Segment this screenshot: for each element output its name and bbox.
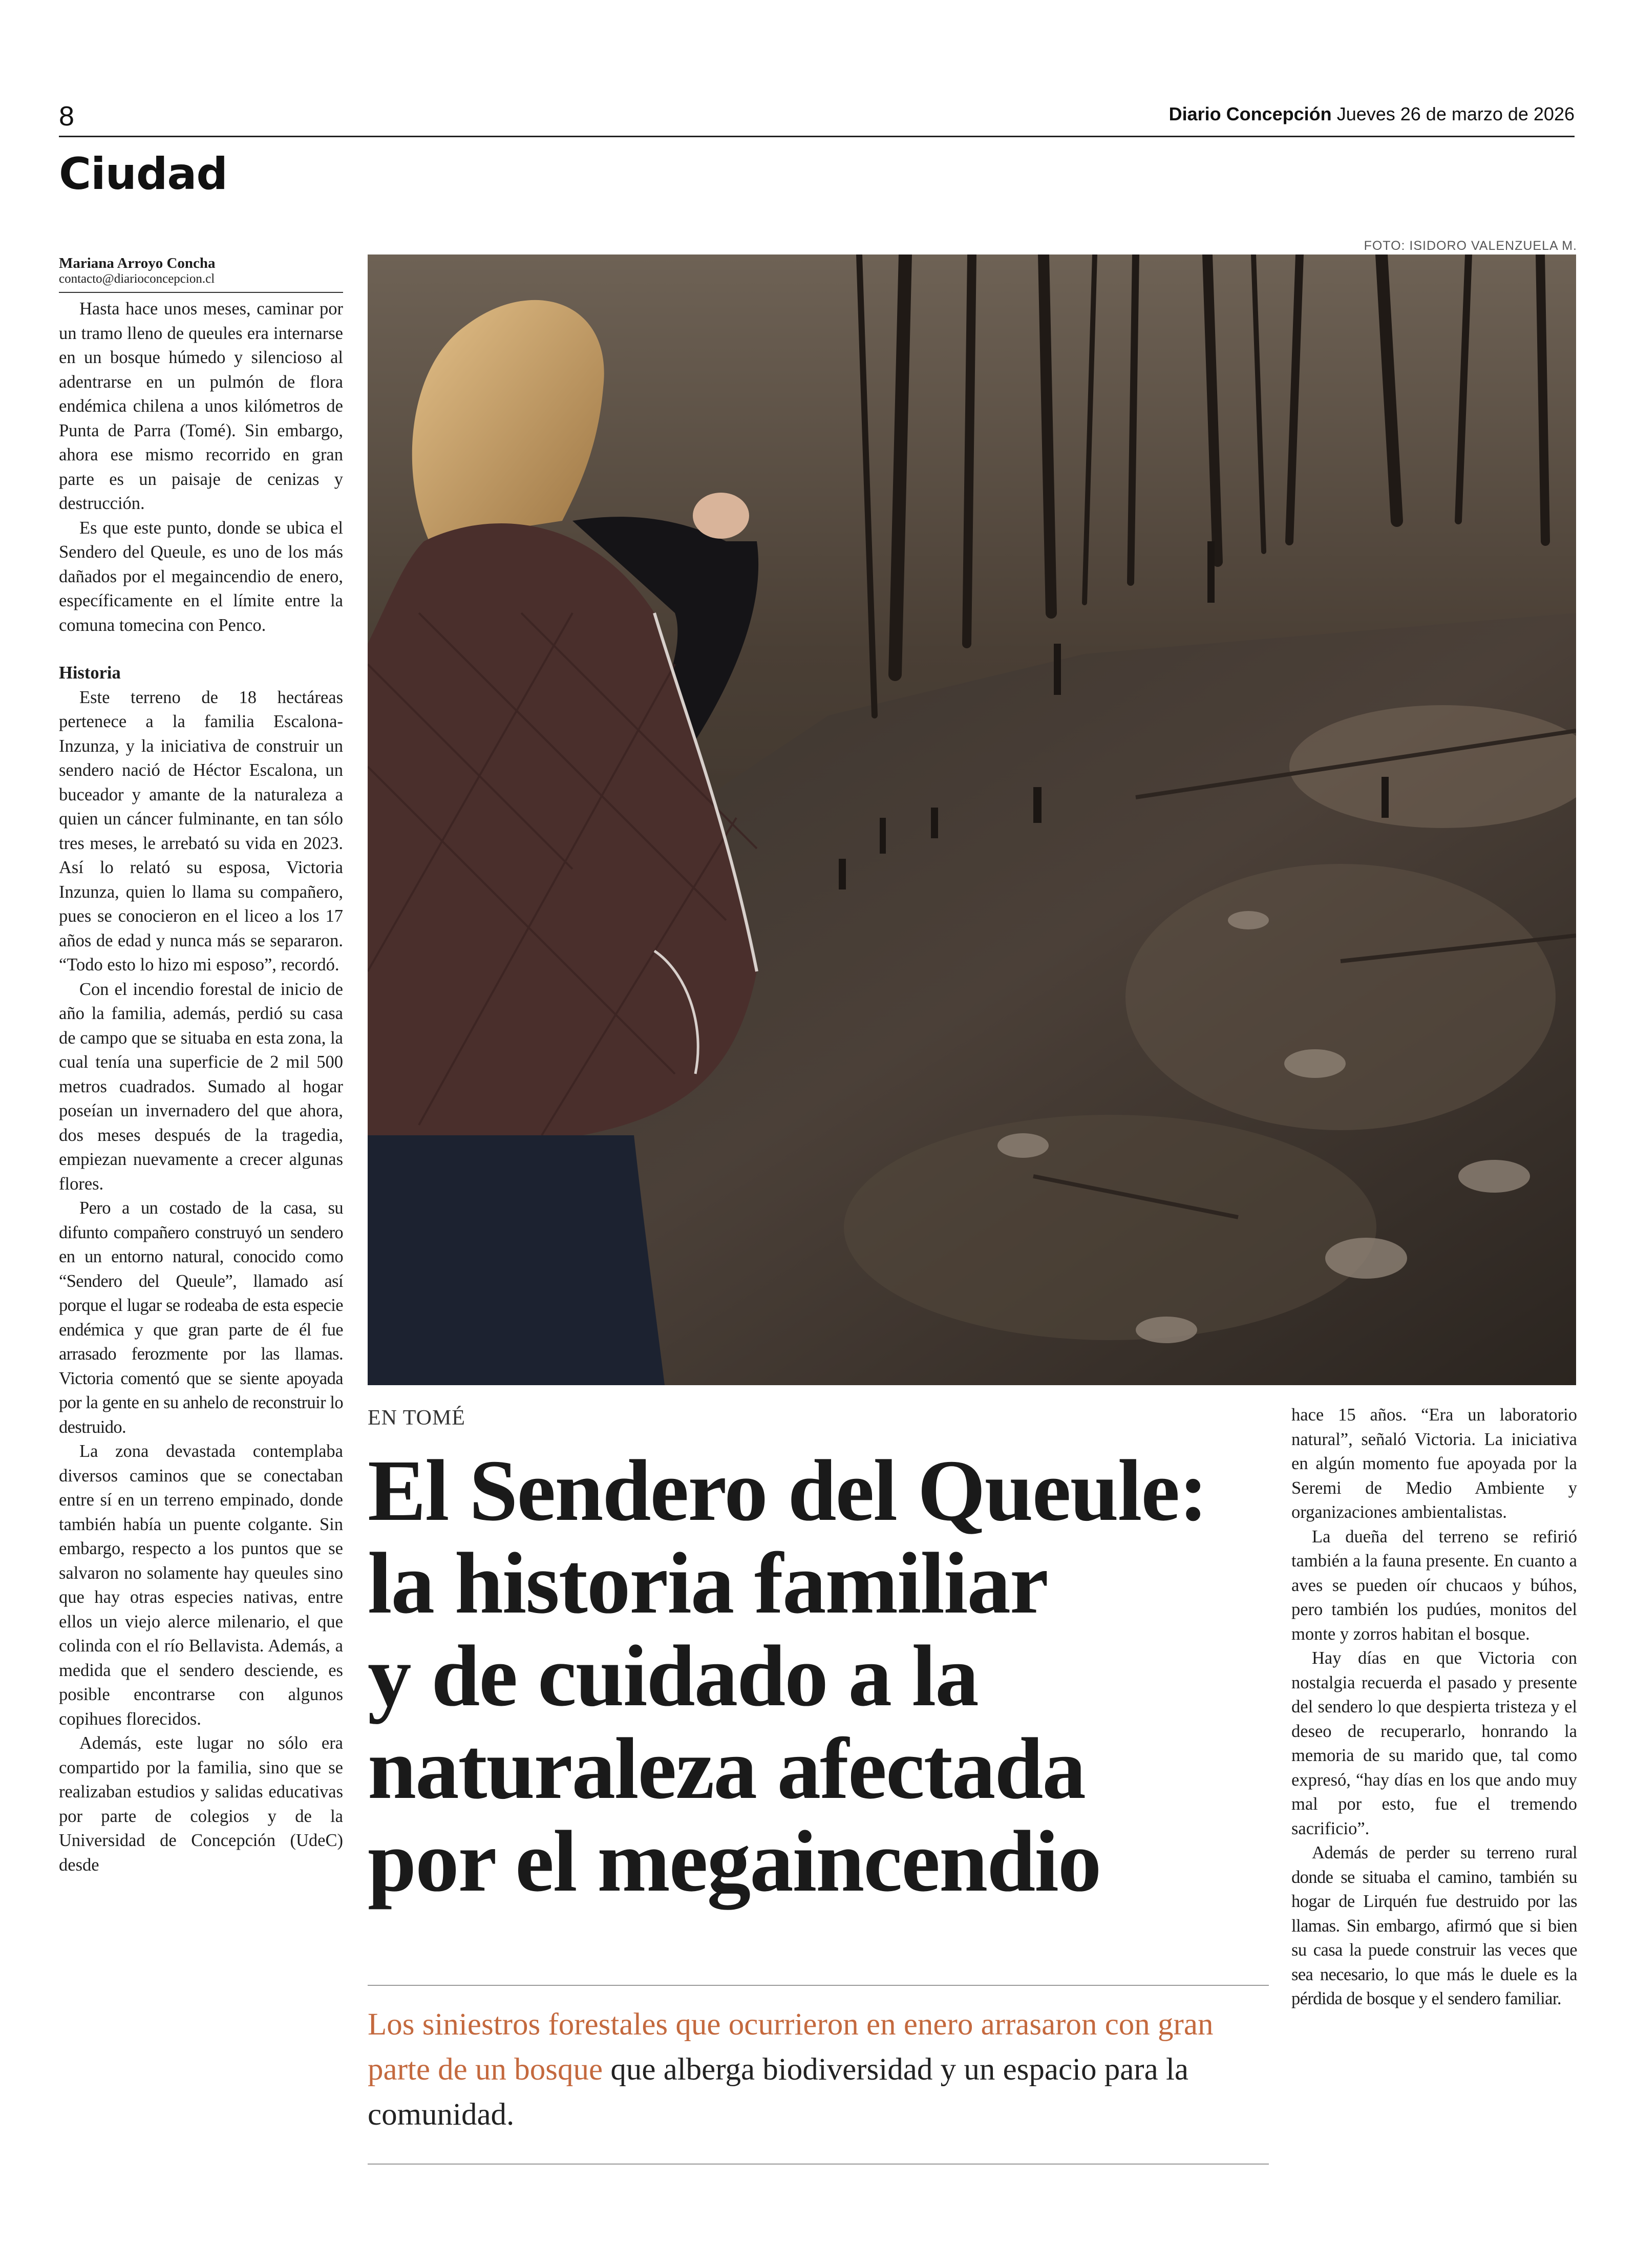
author-email: contacto@diarioconcepcion.cl	[59, 272, 215, 286]
section-title: Ciudad	[59, 149, 227, 200]
paragraph: Es que este punto, donde se ubica el Sendero del Queule, es uno de los más dañados por el megaincendio de enero, específicamente en el límite entre la comuna tomecina con Penco.	[59, 518, 343, 635]
paragraph: Además, este lugar no sólo era compartido por la familia, sino que se realizaban estudios y salidas educativas por parte de colegios y de la Universidad de Concepción (UdeC) desde	[59, 1733, 343, 1875]
paragraph: La zona devastada contemplaba diversos caminos que se conectaban entre sí en un terreno empinado, donde también había un puente colgante. Sin embargo, respecto a los puntos que se salvaron no solamente hay queules sino que hay otras especies nativas, entre ellos un viejo alerce milenario, el que colinda con el río Bellavista. Además, a medida que el sendero desciende, es posible encontrarse con algunos copihues florecidos.	[59, 1442, 343, 1729]
page-number: 8	[59, 101, 75, 132]
article-photo	[368, 255, 1576, 1385]
paragraph: Hasta hace unos meses, caminar por un tramo lleno de queules era internarse en un bosque húmedo y silencioso al adentrarse en un pulmón de flora endémica chilena a unos kilómetros de Punta de Parra (Tomé). Sin embargo, ahora ese mismo recorrido en gran parte es un paisaje de cenizas y destrucción.	[59, 299, 343, 513]
headline-line-1: El Sendero del Queule:	[368, 1442, 1207, 1539]
deck-divider-top	[368, 1985, 1269, 1986]
article-deck	[368, 2002, 1269, 2137]
paragraph: Con el incendio forestal de inicio de año la familia, además, perdió su casa de campo que se situaba en esta zona, la cual tenía una superficie de 2 mil 500 metros cuadrados. Sumado al hogar poseían un invernadero del que ahora, dos meses después de la tragedia, empiezan nuevamente a crecer algunas flores.	[59, 979, 343, 1194]
burned-forest-photo	[368, 255, 1576, 1385]
paragraph: La dueña del terreno se refirió también a la fauna presente. En cuanto a aves se pueden oír chucaos y búhos, pero también los pudúes, monitos del monte y zorros habitan el bosque.	[1291, 1527, 1577, 1644]
byline	[59, 255, 343, 293]
article-body-right	[1291, 1403, 1577, 2011]
headline	[368, 1442, 1269, 1910]
deck-accent: Los siniestros forestales que ocurrieron en enero arrasaron con gran parte de un bosque	[368, 2007, 1214, 2087]
photo-credit: FOTO: ISIDORO VALENZUELA M.	[1364, 239, 1577, 253]
headline-line-2-light: la	[368, 1535, 455, 1631]
headline-line-4-bold: naturaleza	[368, 1720, 756, 1817]
deck-rest: que alberga biodiversidad y un espacio para la comunidad.	[368, 2052, 1188, 2132]
issue-date: Jueves 26 de marzo de 2026	[1336, 103, 1575, 124]
headline-line-5: por el megaincendio	[368, 1813, 1101, 1910]
paragraph: Este terreno de 18 hectáreas pertenece a la familia Escalona-Inzunza, y la iniciativa de construir un sendero nació de Héctor Escalona, un buceador y amante de la naturaleza a quien un cáncer fulminante, en tan sólo tres meses, le arrebató su vida en 2023. Así lo relató su esposa, Victoria Inzunza, quien lo llama su compañero, pues se conocieron en el liceo a los 17 años de edad y nunca más se separaron. “Todo esto lo hizo mi esposo”, recordó.	[59, 687, 343, 974]
headline-line-3: y de cuidado a la	[368, 1627, 978, 1724]
paragraph: hace 15 años. “Era un laboratorio natural”, señaló Victoria. La iniciativa en algún momento fue apoyada por la Seremi de Medio Ambiente y organizaciones ambientalistas.	[1291, 1405, 1577, 1522]
masthead	[1169, 103, 1575, 125]
deck-divider-bottom	[368, 2164, 1269, 2165]
subhead: Historia	[59, 663, 121, 683]
article-kicker: EN TOMÉ	[368, 1406, 465, 1430]
paragraph: Pero a un costado de la casa, su difunto compañero construyó un sendero en un entorno natural, conocido como “Sendero del Queule”, llamado así porque el lugar se rodeaba de esta especie endémica y que gran parte de él fue arrasado ferozmente por las llamas. Victoria comentó que se siente apoyada por la gente en su anhelo de reconstruir lo destruido.	[59, 1198, 343, 1437]
article-body-left	[59, 297, 343, 1877]
headline-line-4-light: afectada	[756, 1720, 1085, 1817]
paper-name: Diario Concepción	[1168, 103, 1332, 124]
paragraph: Además de perder su terreno rural donde se situaba el camino, también su hogar de Lirquén fue destruido por las llamas. Sin embargo, afirmó que si bien su casa la puede construir las veces que sea necesario, lo que más le duele es la pérdida de bosque y el sendero familiar.	[1291, 1843, 1577, 2008]
page-header	[59, 100, 1575, 137]
paragraph: Hay días en que Victoria con nostalgia recuerda el pasado y presente del sendero lo que despierta tristeza y el deseo de recuperarlo, honrando la memoria de su marido que, tal como expresó, “hay días en los que ando muy mal por esto, fue el tremendo sacrificio”.	[1291, 1648, 1577, 1838]
headline-line-2-bold: historia familiar	[454, 1535, 1048, 1631]
author-name: Mariana Arroyo Concha	[59, 255, 216, 271]
